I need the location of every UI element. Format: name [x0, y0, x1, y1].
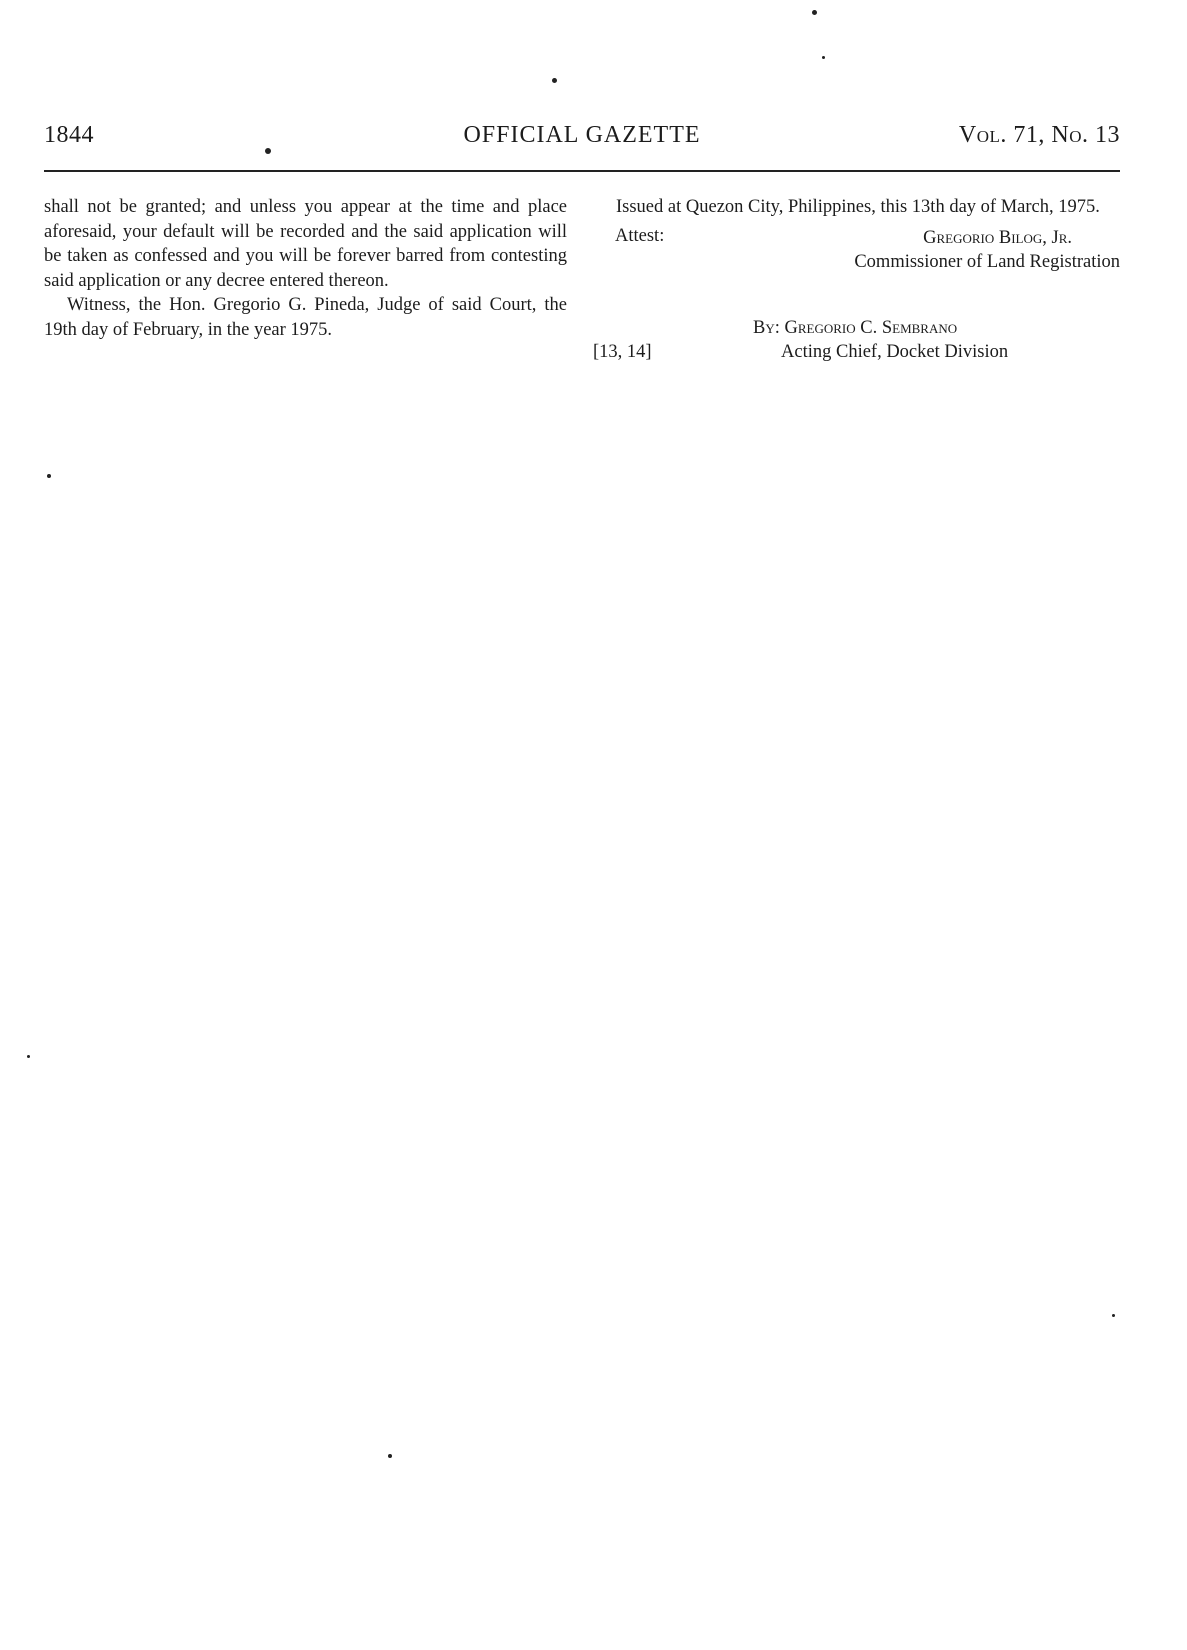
- right-column: [593, 195, 1120, 376]
- attest-block: [593, 222, 1120, 272]
- header-rule: [44, 170, 1120, 172]
- signatory-2-title: Acting Chief, Docket Division: [781, 341, 1009, 362]
- issue-reference: [13, 14]: [593, 341, 652, 362]
- attest-label: Attest:: [615, 225, 665, 246]
- scan-speck: [388, 1454, 392, 1458]
- left-column: [44, 195, 567, 342]
- signatory-title: Commissioner of Land Registration: [854, 251, 1120, 272]
- volume-issue: Vol. 71, No. 13: [958, 122, 1120, 148]
- notice-paragraph: shall not be granted; and unless you appear at the time and place aforesaid, your default will be recorded and the said application will be taken as confessed and you will be forever barred from contesting said application or any decree entered thereon.: [44, 197, 567, 291]
- witness-paragraph: Witness, the Hon. Gregorio G. Pineda, Judge of said Court, the 19th day of February, in the year 1975.: [44, 295, 567, 340]
- scan-speck: [27, 1055, 30, 1058]
- page-header: [44, 122, 1120, 158]
- by-signatory: By: Gregorio C. Sembrano: [753, 317, 958, 338]
- page-number: 1844: [44, 122, 94, 148]
- issued-statement: Issued at Quezon City, Philippines, this 13th day of March, 1975.: [616, 197, 1100, 217]
- scan-speck: [47, 474, 51, 478]
- by-block: [593, 316, 1120, 376]
- signatory-name: Gregorio Bilog, Jr.: [923, 227, 1072, 248]
- scan-speck: [552, 78, 557, 83]
- scan-speck: [822, 56, 825, 59]
- publication-title: OFFICIAL GAZETTE: [463, 122, 701, 148]
- scan-speck: [1112, 1314, 1115, 1317]
- scan-speck: [265, 148, 271, 154]
- scan-speck: [812, 10, 817, 15]
